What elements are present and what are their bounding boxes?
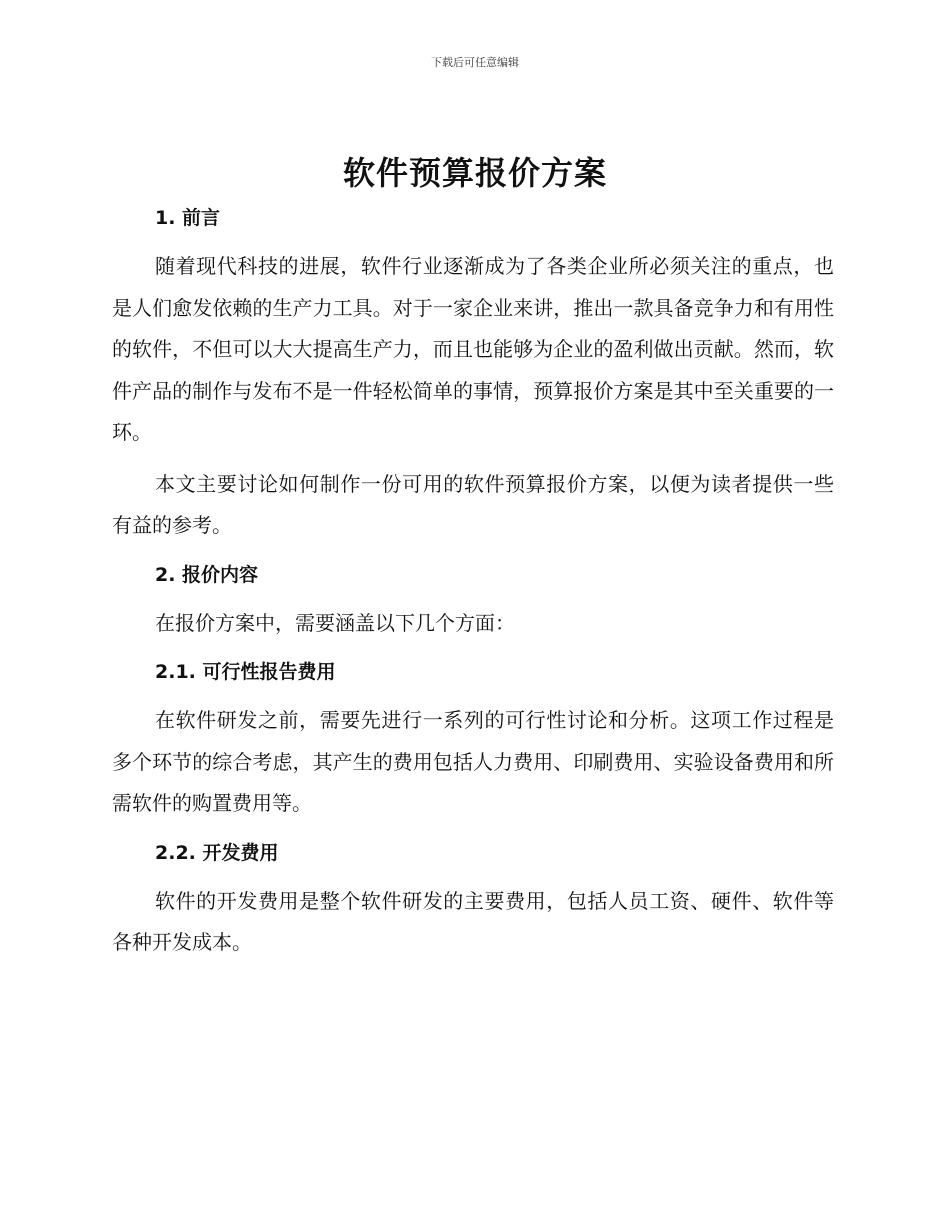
document-title: 软件预算报价方案 [342,154,607,192]
paragraph-development-cost: 软件的开发费用是整个软件研发的主要费用，包括人员工资、硬件、软件等各种开发成本。 [112,888,834,954]
paragraph-quote-content-1: 在报价方案中，需要涵盖以下几个方面： [155,610,515,635]
paragraph-preface-2: 本文主要讨论如何制作一份可用的软件预算报价方案，以便为读者提供一些有益的参考。 [112,471,834,537]
section-heading-development-cost: 2.2. 开发费用 [155,841,279,864]
document-body [112,200,834,964]
section-heading-preface: 1. 前言 [155,207,221,229]
section-heading-feasibility-cost: 2.1. 可行性报告费用 [155,661,336,683]
section-heading-quote-content: 2. 报价内容 [155,563,259,586]
paragraph-feasibility-cost: 在软件研发之前，需要先进行一系列的可行性讨论和分析。这项工作过程是多个环节的综合考虑，其产生的费用包括人力费用、印刷费用、实验设备费用和所需软件的购置费用等。 [112,708,834,815]
page-header-note: 下载后可任意编辑 [431,56,519,69]
paragraph-preface-1: 随着现代科技的进展，软件行业逐渐成为了各类企业所必须关注的重点，也是人们愈发依赖的生产力工具。对于一家企业来讲，推出一款具备竞争力和有用性的软件，不但可以大大提高生产力，而且也能够为企业的盈利做出贡献。然而，软件产品的制作与发布不是一件轻松简单的事情，预算报价方案是其中至关重要的一环。 [112,254,834,444]
